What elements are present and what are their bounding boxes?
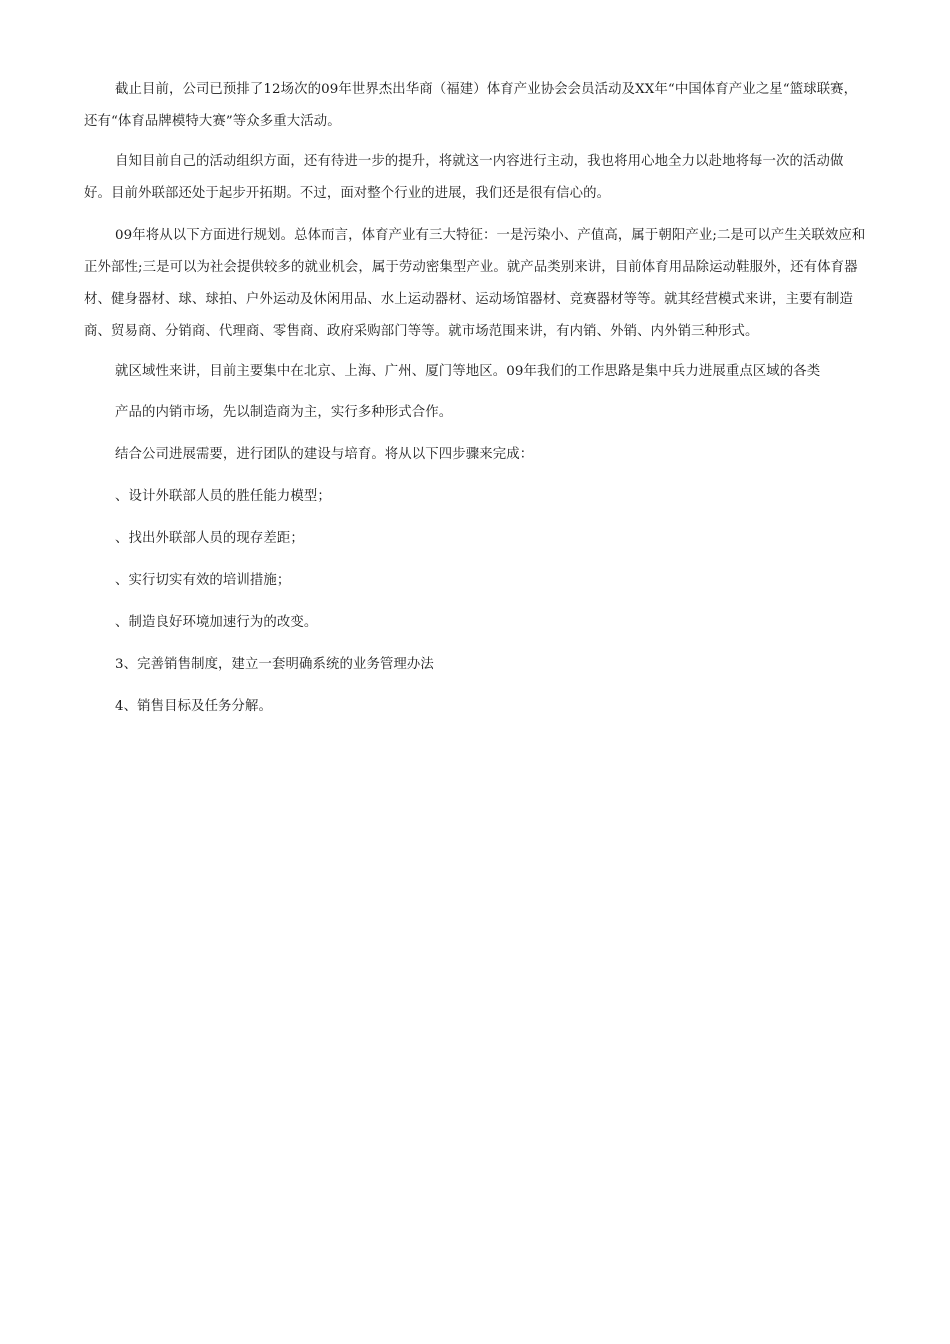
- paragraph-events: 截止目前，公司已预排了12场次的09年世界杰出华商（福建）体育产业协会会员活动及XX年“中国体育产业之星“篮球联赛，还有“体育品牌模特大赛”等众多重大活动。: [84, 82, 858, 129]
- paragraph-planning: 09年将从以下方面进行规划。总体而言，体育产业有三大特征：一是污染小、产值高，属于朝阳产业;二是可以产生关联效应和正外部性;三是可以为社会提供较多的就业机会，属于劳动密集型产业。就产品类别来讲，目前体育用品除运动鞋服外，还有体育器材、健身器材、球、球拍、户外运动及休闲用品、水上运动器材、运动场馆器材、竞赛器材等等。就其经营模式来讲，主要有制造商、贸易商、分销商、代理商、零售商、政府采购部门等等。就市场范围来讲，有内销、外销、内外销三种形式。: [84, 228, 866, 339]
- list-item-training: 、实行切实有效的培训措施；: [115, 573, 291, 588]
- list-item-sales-targets: 4、销售目标及任务分解。: [115, 699, 273, 714]
- list-item-environment: 、制造良好环境加速行为的改变。: [115, 615, 318, 630]
- paragraph-self-assessment: 自知目前自己的活动组织方面，还有待进一步的提升，将就这一内容进行主动，我也将用心地全力以赴地将每一次的活动做好。目前外联部还处于起步开拓期。不过，面对整个行业的进展，我们还是很有信心的。: [84, 154, 844, 201]
- list-item-competency-model: 、设计外联部人员的胜任能力模型；: [115, 489, 331, 504]
- line-regional-focus: 就区域性来讲，目前主要集中在北京、上海、广州、厦门等地区。09年我们的工作思路是集中兵力进展重点区域的各类: [115, 364, 821, 379]
- list-item-sales-system: 3、完善销售制度，建立一套明确系统的业务管理办法: [115, 657, 434, 672]
- line-team-building: 结合公司进展需要，进行团队的建设与培育。将从以下四步骤来完成：: [115, 447, 534, 462]
- line-domestic-market: 产品的内销市场，先以制造商为主，实行多种形式合作。: [115, 405, 453, 420]
- list-item-find-gaps: 、找出外联部人员的现存差距；: [115, 531, 304, 546]
